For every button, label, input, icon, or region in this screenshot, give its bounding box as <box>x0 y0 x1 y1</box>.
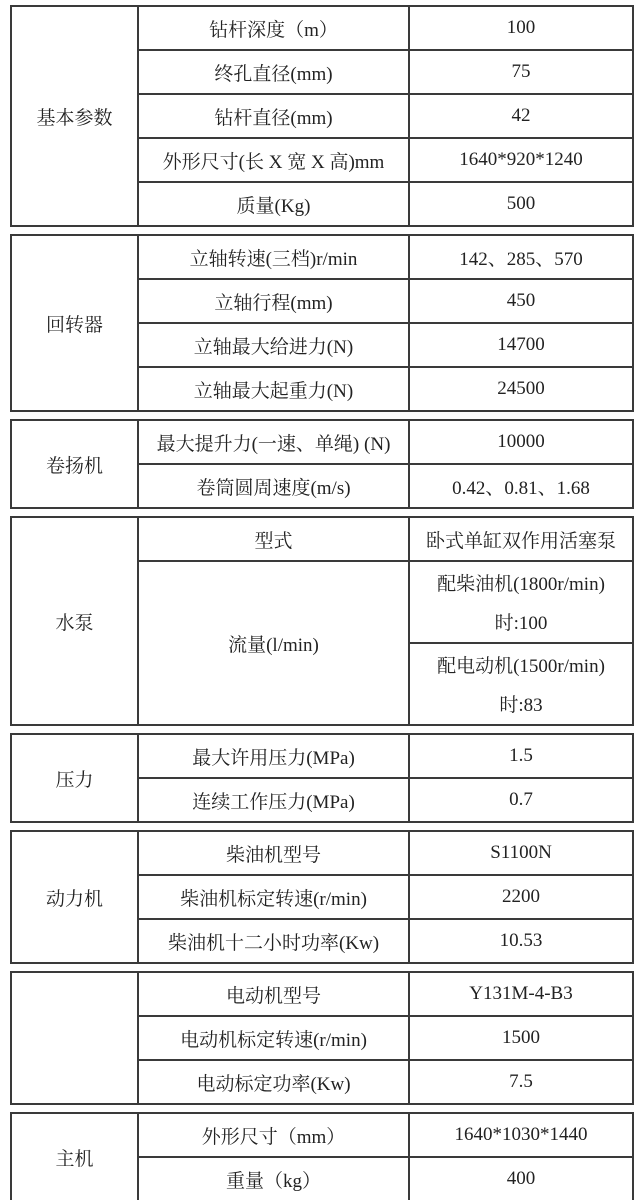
table-row <box>11 831 633 875</box>
param-label-cell: 型式 <box>138 517 409 561</box>
table-row <box>11 517 633 561</box>
param-value-cell: 10000 <box>409 420 633 464</box>
table-row <box>11 420 633 464</box>
param-value-cell: 450 <box>409 279 633 323</box>
param-label-cell: 最大提升力(一速、单绳) (N) <box>138 420 409 464</box>
param-value-cell: 10.53 <box>409 919 633 963</box>
category-cell: 回转器 <box>11 235 138 411</box>
param-value-cell: 24500 <box>409 367 633 411</box>
param-label-cell: 钻杆直径(mm) <box>138 94 409 138</box>
param-label-cell: 电动机标定转速(r/min) <box>138 1016 409 1060</box>
param-label-cell: 柴油机十二小时功率(Kw) <box>138 919 409 963</box>
param-label-cell: 终孔直径(mm) <box>138 50 409 94</box>
table-row <box>11 734 633 778</box>
param-label-cell: 立轴转速(三档)r/min <box>138 235 409 279</box>
table-row <box>11 235 633 279</box>
param-value-cell: 42 <box>409 94 633 138</box>
param-label-cell: 柴油机型号 <box>138 831 409 875</box>
param-label-cell: 钻杆深度（m） <box>138 6 409 50</box>
spec-section-table <box>10 1112 634 1200</box>
param-value-line: 时:100 <box>494 613 548 634</box>
param-value-cell: 1.5 <box>409 734 633 778</box>
param-label-cell: 电动机型号 <box>138 972 409 1016</box>
category-cell: 基本参数 <box>11 6 138 226</box>
category-cell: 卷扬机 <box>11 420 138 508</box>
param-value-cell <box>409 561 633 643</box>
spec-section-table <box>10 5 634 227</box>
category-cell: 水泵 <box>11 517 138 725</box>
param-label-cell: 立轴最大给进力(N) <box>138 323 409 367</box>
param-label-cell: 质量(Kg) <box>138 182 409 226</box>
param-value-cell: 75 <box>409 50 633 94</box>
spec-section-table <box>10 733 634 823</box>
spec-table <box>10 5 636 1200</box>
param-value-cell: 2200 <box>409 875 633 919</box>
param-label-cell: 卷筒圆周速度(m/s) <box>138 464 409 508</box>
param-value-cell: 142、285、570 <box>409 235 633 279</box>
category-cell <box>11 972 138 1104</box>
spec-section-table <box>10 234 634 412</box>
param-value-cell: 1640*1030*1440 <box>409 1113 633 1157</box>
param-label-cell: 重量（kg） <box>138 1157 409 1200</box>
param-value-cell <box>409 643 633 725</box>
param-value-cell: 1500 <box>409 1016 633 1060</box>
spec-section-table <box>10 971 634 1105</box>
param-value-cell: 14700 <box>409 323 633 367</box>
param-value-cell: 0.42、0.81、1.68 <box>409 464 633 508</box>
param-value-multiline <box>414 563 628 641</box>
param-label-cell: 立轴行程(mm) <box>138 279 409 323</box>
param-value-cell: 500 <box>409 182 633 226</box>
category-cell: 压力 <box>11 734 138 822</box>
param-value-cell: 400 <box>409 1157 633 1200</box>
param-label-cell: 最大许用压力(MPa) <box>138 734 409 778</box>
param-value-cell: 1640*920*1240 <box>409 138 633 182</box>
param-value-cell: 7.5 <box>409 1060 633 1104</box>
param-value-line: 配电动机(1500r/min) <box>437 656 605 677</box>
spec-section-table <box>10 516 634 726</box>
param-value-cell: Y131M-4-B3 <box>409 972 633 1016</box>
param-value-cell: 0.7 <box>409 778 633 822</box>
param-value-multiline <box>414 645 628 723</box>
param-label-cell: 连续工作压力(MPa) <box>138 778 409 822</box>
param-label-cell: 电动标定功率(Kw) <box>138 1060 409 1104</box>
spec-section-table <box>10 830 634 964</box>
category-cell: 主机 <box>11 1113 138 1200</box>
param-label-cell: 立轴最大起重力(N) <box>138 367 409 411</box>
table-row <box>11 972 633 1016</box>
param-label-cell: 外形尺寸(长 X 宽 X 高)mm <box>138 138 409 182</box>
spec-section-table <box>10 419 634 509</box>
param-label-cell: 流量(l/min) <box>138 561 409 725</box>
param-value-line: 时:83 <box>499 695 543 716</box>
param-value-cell: 卧式单缸双作用活塞泵 <box>409 517 633 561</box>
param-value-cell: S1100N <box>409 831 633 875</box>
param-value-cell: 100 <box>409 6 633 50</box>
param-label-cell: 柴油机标定转速(r/min) <box>138 875 409 919</box>
param-label-cell: 外形尺寸（mm） <box>138 1113 409 1157</box>
table-row <box>11 1113 633 1157</box>
param-value-line: 配柴油机(1800r/min) <box>437 574 605 595</box>
table-row <box>11 6 633 50</box>
category-cell: 动力机 <box>11 831 138 963</box>
